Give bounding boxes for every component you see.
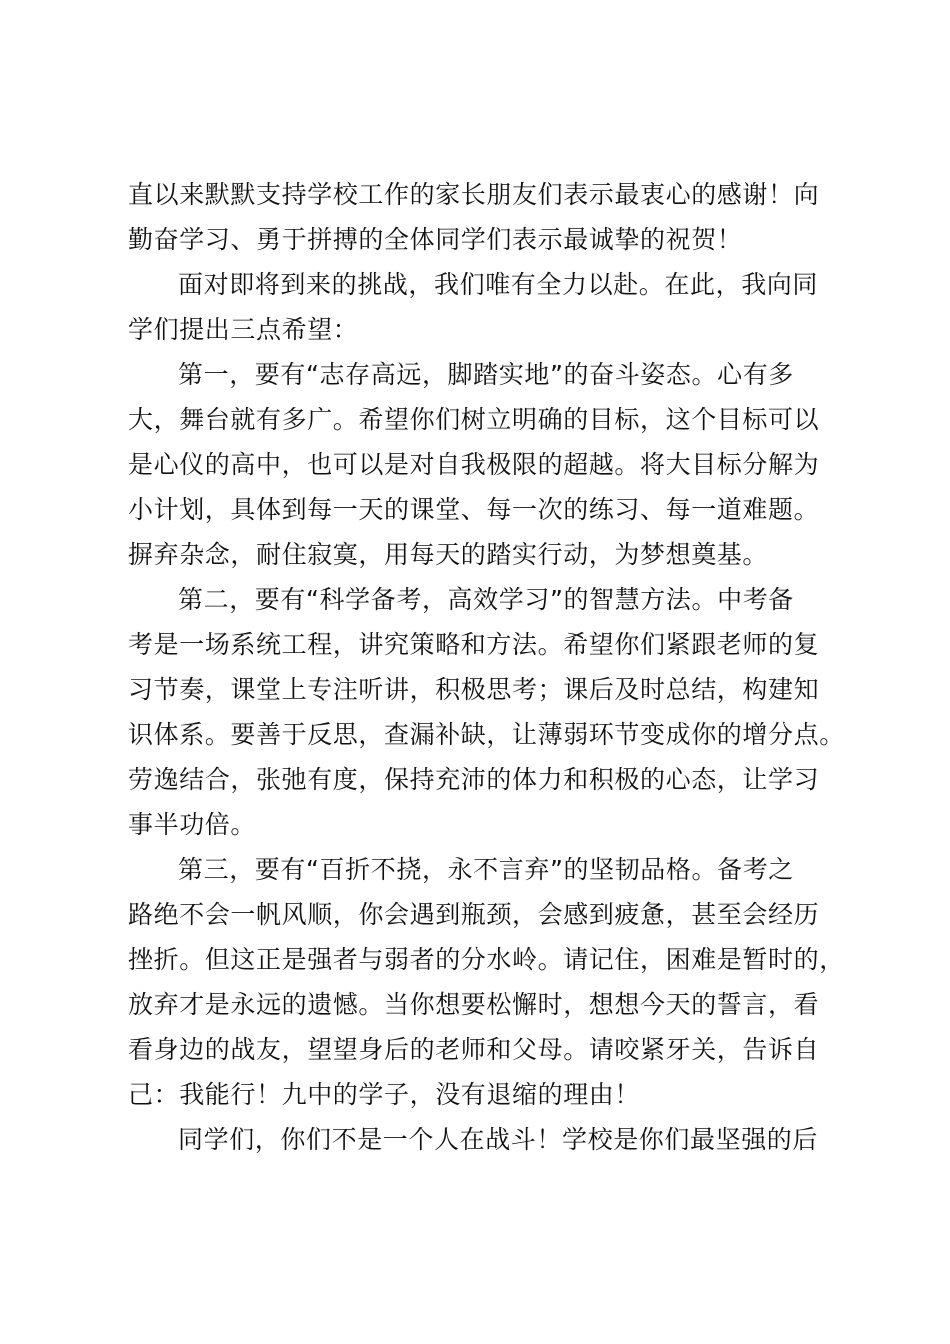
text-line: 放弃才是永远的遗憾。当你想要松懈时，想想今天的誓言，看 (128, 990, 820, 1019)
text-line: 学们提出三点希望： (128, 315, 359, 344)
text-line: 路绝不会一帆风顺，你会遇到瓶颈，会感到疲惫，甚至会经历 (128, 900, 820, 929)
text-line: 事半功倍。 (128, 810, 257, 839)
text-line: 看身边的战友，望望身后的老师和父母。请咬紧牙关，告诉自 (128, 1035, 820, 1064)
text-line: 习节奏，课堂上专注听讲，积极思考；课后及时总结，构建知 (128, 675, 820, 704)
text-line: 大，舞台就有多广。希望你们树立明确的目标，这个目标可以 (128, 405, 820, 434)
text-line: 是心仪的高中，也可以是对自我极限的超越。将大目标分解为 (128, 450, 820, 479)
text-line: 面对即将到来的挑战，我们唯有全力以赴。在此，我向同 (178, 270, 819, 299)
text-line: 勤奋学习、勇于拼搏的全体同学们表示最诚挚的祝贺！ (128, 225, 743, 254)
text-line: 考是一场系统工程，讲究策略和方法。希望你们紧跟老师的复 (128, 630, 820, 659)
body-text (128, 172, 845, 1162)
text-line: 第三，要有“百折不挠，永不言弃”的坚韧品格。备考之 (178, 855, 794, 884)
text-line: 识体系。要善于反思，查漏补缺，让薄弱环节变成你的增分点。 (128, 720, 845, 749)
text-line: 摒弃杂念，耐住寂寞，用每天的踏实行动，为梦想奠基。 (128, 540, 769, 569)
text-line: 劳逸结合，张弛有度，保持充沛的体力和积极的心态，让学习 (128, 765, 820, 794)
text-line: 第二，要有“科学备考，高效学习”的智慧方法。中考备 (178, 585, 794, 614)
text-line: 直以来默默支持学校工作的家长朋友们表示最衷心的感谢！向 (128, 180, 820, 209)
text-line: 小计划，具体到每一天的课堂、每一次的练习、每一道难题。 (128, 495, 820, 524)
text-line: 己：我能行！九中的学子，没有退缩的理由！ (128, 1080, 641, 1109)
text-line: 同学们，你们不是一个人在战斗！学校是你们最坚强的后 (178, 1125, 819, 1154)
text-line: 第一，要有“志存高远，脚踏实地”的奋斗姿态。心有多 (178, 360, 794, 389)
text-line: 挫折。但这正是强者与弱者的分水岭。请记住，困难是暂时的， (128, 945, 845, 974)
